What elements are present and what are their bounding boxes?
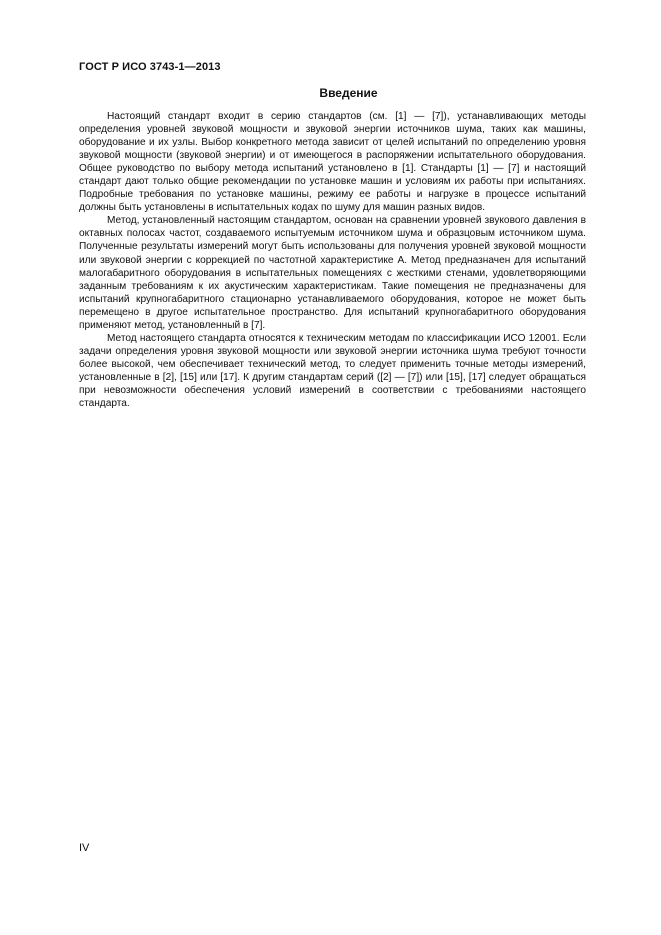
section-title: Введение bbox=[319, 86, 378, 100]
body-text bbox=[79, 110, 586, 410]
paragraph: Метод настоящего стандарта относятся к техническим методам по классификации ИСО 12001. Если задачи определения уровня звуковой мощности или звуковой энергии источника шума требуют точности более высокой, чем обеспечивает технический метод, то следует применить точные методы измерений, установленные в [2], [15] или [17]. К другим стандартам серий ([2] — [7]) или [15], [17] следует обращаться при невозможности обеспечения условий измерений в соответствии с требованиями настоящего стандарта. bbox=[79, 332, 586, 410]
document-header: ГОСТ Р ИСО 3743-1—2013 bbox=[79, 61, 221, 73]
paragraph: Настоящий стандарт входит в серию стандартов (см. [1] — [7]), устанавливающих методы определения уровней звуковой мощности и звуковой энергии источников шума, таких как машины, оборудование и их узлы. Выбор конкретного метода зависит от целей испытаний по определению уровня звуковой мощности (звуковой энергии) и от имеющегося в распоряжении испытательного оборудования. Общее руководство по выбору метода испытаний установлено в [1]. Стандарты [1] — [7] и настоящий стандарт дают только общие рекомендации по установке машин и условиям их работы при испытаниях. Подробные требования по установке машины, режиму ее работы и нагрузке в процессе испытаний должны быть установлены в испытательных кодах по шуму для машин разных видов. bbox=[79, 111, 586, 214]
page-number: IV bbox=[79, 842, 90, 854]
paragraph: Метод, установленный настоящим стандартом, основан на сравнении уровней звукового давления в октавных полосах частот, создаваемого испытуемым источником шума и образцовым источником шума. Полученные результаты измерений могут быть использованы для получения уровней звуковой мощности или звуковой энергии с коррекцией по частотной характеристике А. Метод предназначен для испытаний малогабаритного оборудования в испытательных помещениях с жесткими стенами, удовлетворяющими заданным требованиям к их акустическим характеристикам. Такие помещения не предназначены для испытаний крупногабаритного стационарно устанавливаемого оборудования, которое не может быть перемещено в другое испытательное пространство. Для испытаний крупногабаритного оборудования применяют метод, установленный в [7]. bbox=[79, 215, 586, 331]
